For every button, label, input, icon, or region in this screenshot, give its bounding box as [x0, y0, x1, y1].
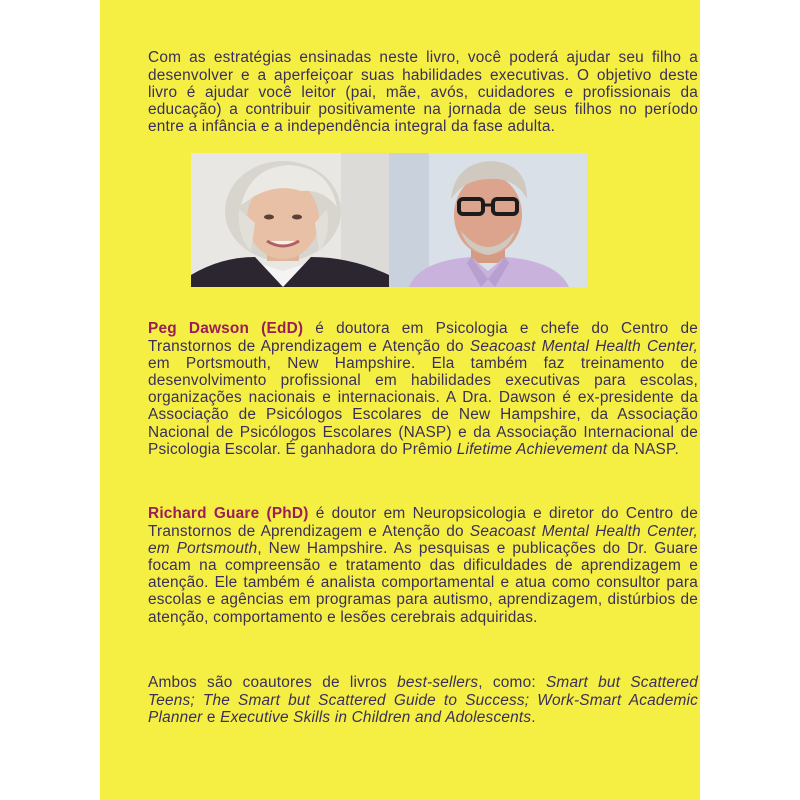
bio-richard-guare: Richard Guare (PhD) é doutor em Neuropsicologia e diretor do Centro de Transtornos de Aprendizagem e Atenção do Seacoast Mental Health Center, em Portsmouth, New Hampshire. As pesquisas e publicações do Dr. Guare focam na compreensão e tratamento das dificuldades de aprendizagem e atenção. Ele também é analista comportamental e atua como consultor para escolas e agências em programas para autismo, aprendizagem, distúrbios de atenção, comportamento e lesões cerebrais adquiridas.: [148, 505, 699, 626]
author-name-peg-dawson: Peg Dawson (EdD): [148, 320, 304, 338]
bio-peg-dawson: Peg Dawson (EdD) é doutora em Psicologia e chefe do Centro de Transtornos de Aprendizagem e Atenção do Seacoast Mental Health Center, em Portsmouth, New Hampshire. Ela também faz treinamento de desenvolvimento profissional em habilidades executivas para escolas, organizações nacionais e internacionais. A Dra. Dawson é ex-presidente da Associação de Psicólogos Escolares de New Hampshire, da Associação Nacional de Psicólogos Escolares (NASP) e da Associação Internacional de Psicologia Escolar. É ganhadora do Prêmio Lifetime Achievement da NASP.: [148, 320, 698, 458]
photo-richard-guare: [389, 153, 587, 287]
closing-paragraph: Ambos são coautores de livros best-sellers, como: Smart but Scattered Teens; The Smart but Scattered Guide to Success; Work-Smart Academic Planner e Executive Skills in Children and Adolescents.: [148, 674, 699, 726]
intro-paragraph: Com as estratégias ensinadas neste livro, você poderá ajudar seu filho a desenvolver e a aperfeiçoar suas habilidades executivas. O objetivo deste livro é ajudar você leitor (pai, mãe, avós, cuidadores e profissionais da educação) a contribuir positivamente na jornada de seus filhos no período entre a infância e a independência integral da fase adulta.: [148, 49, 698, 136]
photo-peg-dawson: [191, 153, 389, 287]
author-name-richard-guare: Richard Guare (PhD): [148, 505, 309, 523]
author-photos: [191, 153, 588, 287]
